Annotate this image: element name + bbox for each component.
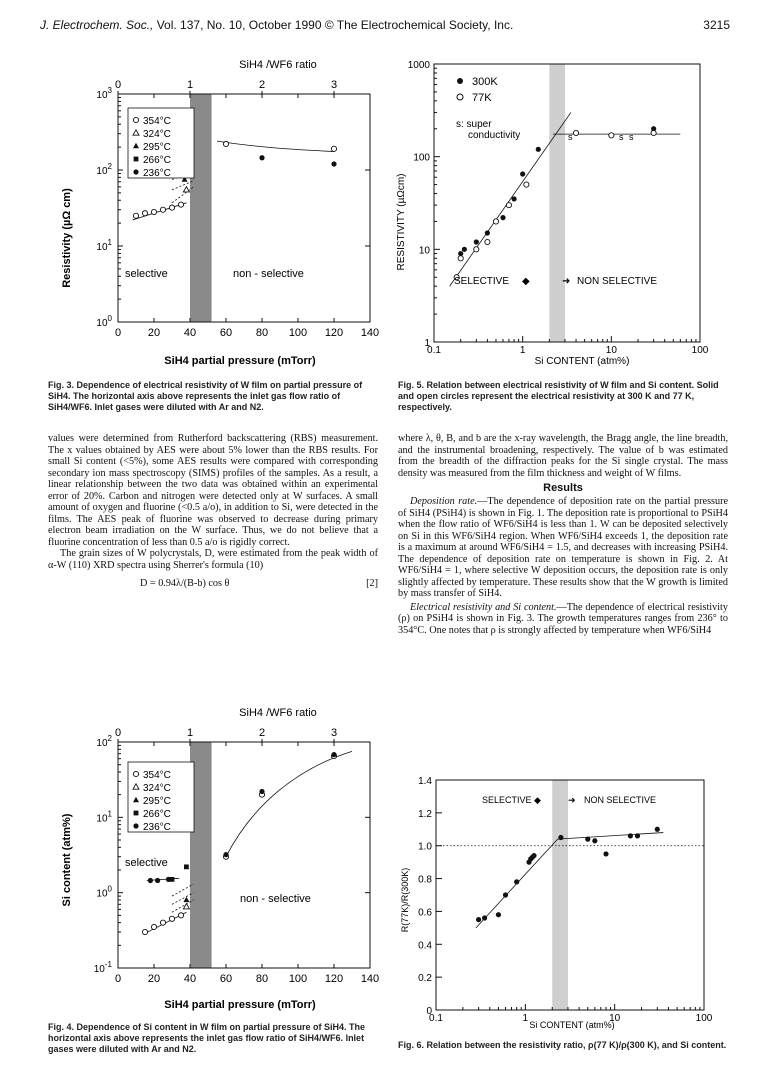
fig6-caption: Fig. 6. Relation between the resistivity ratio, ρ(77 K)/ρ(300 K), and Si content. xyxy=(398,1040,727,1050)
f4-top-tick-label: 1 xyxy=(186,727,194,739)
fig6-x-axis-label: Si CONTENT (atm%) xyxy=(529,1020,615,1030)
f5-point xyxy=(485,230,490,235)
figure-6-chart xyxy=(392,770,732,1035)
deposition-rate-text: —The dependence of deposition rate on the partial pressure of SiH4 (PSiH4) is shown in Fig. 1. The deposition rate is proportional to PSiH4 when the flow ratio of WF6/SiH4 is less than 1. W can be deposited selectively on Si in this WF6/SiH4 region. When WF6/SiH4 exceeds 1, the deposition rate is a maximum at around WF6/SiH4 = 1.5, and decreases with increasing PSiH4. The dependence of deposition rate on temperature is shown in Fig. 2. At WF6/SiH4 = 1, where selective W deposition occurs, the deposition rate is only slightly affected by temperature. These results show that the W growth is limited by mass transfer of SiH4. xyxy=(398,496,729,599)
f5-point xyxy=(500,215,505,220)
figure-4-chart xyxy=(40,700,380,1018)
f6-y-tick-label: 0.4 xyxy=(418,940,432,952)
f3-y-tick-label: $10^3$ xyxy=(96,86,112,101)
fig4-fit-nonselective xyxy=(226,751,352,856)
electrical-resistivity-title: Electrical resistivity and Si content. xyxy=(410,601,557,613)
f3-legend-label: 295°C xyxy=(143,142,171,153)
f4-point xyxy=(142,929,147,934)
f3-point xyxy=(331,161,336,166)
f3-point xyxy=(331,146,336,151)
f3-top-tick-label: 0 xyxy=(114,79,122,91)
f5-point xyxy=(524,182,529,187)
f3-point xyxy=(178,202,183,207)
f4-legend-marker xyxy=(134,811,139,816)
f5-y-tick-label: 1000 xyxy=(407,60,430,71)
f4-top-tick-label: 2 xyxy=(258,727,266,739)
fig5-arrow-left: ◆ xyxy=(522,276,530,287)
f3-top-tick-label: 2 xyxy=(258,79,266,91)
f4-x-tick-label: 140 xyxy=(360,973,380,985)
fig5-note-line1: s: super xyxy=(456,119,492,130)
f5-point xyxy=(511,196,516,201)
f4-y-tick-label: $10^2$ xyxy=(96,734,112,749)
f6-point xyxy=(531,853,536,858)
f6-point xyxy=(585,837,590,842)
f4-point xyxy=(184,864,189,869)
fig5-shaded-transition-band xyxy=(549,64,565,342)
f6-point xyxy=(482,915,487,920)
f6-y-tick-label: 0.2 xyxy=(418,973,432,985)
f6-point xyxy=(592,838,597,843)
f5-y-tick-label: 1 xyxy=(424,338,430,349)
left-paragraph-1: values were determined from Rutherford backscattering (RBS) measurement. The x values obtained by AES were about 5% lower than the RBS results. For small Si content (<5%), some AES results were compared with corresponding secondary ion mass spectroscopy (SIMS) profiles of the samples. As a result, a linear relationship between the two data was obtained within an experimental error of 20%. Carbon and nitrogen were detected only at W surfaces. A small amount of oxygen and fluorine (<0.5 a/o), in addition to Si, were detected in the films. The AES peak of fluorine was observed to decrease during primary electron beam irradiation on the W surface. Thus, we do not believe that a fluorine concentration of less than 0.5 a/o is rigidly correct. xyxy=(48,433,378,548)
equation-2 xyxy=(48,577,378,591)
f4-point xyxy=(151,924,156,929)
f5-x-tick-label: 100 xyxy=(691,345,709,356)
f3-legend-marker xyxy=(133,117,138,122)
f6-x-tick-label: 0.1 xyxy=(429,1013,443,1024)
fig6-region-selective: SELECTIVE xyxy=(482,795,532,805)
f6-y-tick-label: 0.6 xyxy=(418,907,432,919)
f3-y-tick-label: $10^1$ xyxy=(96,238,112,253)
f3-x-tick-label: 0 xyxy=(114,327,122,339)
f6-point xyxy=(628,833,633,838)
f5-point xyxy=(493,219,498,224)
f4-point xyxy=(223,852,228,857)
f6-y-tick-label: 1.0 xyxy=(418,841,432,853)
f4-x-tick-label: 60 xyxy=(219,973,233,985)
running-header xyxy=(40,18,730,34)
f6-y-tick-label: 1.2 xyxy=(418,808,432,820)
f5-y-tick-label: 100 xyxy=(413,152,430,164)
f3-y-tick-label: $10^2$ xyxy=(96,162,112,177)
fig6-arrow-right: ➜ xyxy=(568,795,576,805)
fig3-region-selective: selective xyxy=(125,268,168,280)
fig5-y-axis-label: RESISTIVITY (µΩcm) xyxy=(396,173,407,271)
f4-top-tick-label: 0 xyxy=(114,727,122,739)
f6-point xyxy=(635,833,640,838)
f4-point xyxy=(183,904,189,909)
fig3-caption: Fig. 3. Dependence of electrical resistivity of W film on partial pressure of SiH4. The horizontal axis above represents the inlet gas flow ratio of SiH4/WF6. Inlet gases were diluted with Ar and N2. xyxy=(48,380,363,412)
f4-point xyxy=(183,897,189,902)
electrical-resistivity-paragraph xyxy=(398,602,728,637)
f5-point xyxy=(474,239,479,244)
f4-point xyxy=(148,878,153,883)
fig5-legend-77k: 77K xyxy=(472,92,492,104)
f5-point xyxy=(485,239,490,244)
figure-5-chart xyxy=(392,52,732,372)
f4-x-tick-label: 0 xyxy=(114,973,122,985)
f3-point xyxy=(169,205,174,210)
fig5-arrow-right: ➜ xyxy=(562,276,571,287)
fig6-plot-frame xyxy=(436,780,704,1010)
fig6-y-axis-label: R(77K)/R(300K) xyxy=(400,867,410,933)
fig5-s-mark-1: s xyxy=(568,132,573,142)
fig5-s-mark-2: s xyxy=(619,132,624,142)
f3-legend-marker xyxy=(133,169,138,174)
f4-x-tick-label: 100 xyxy=(288,973,308,985)
fig5-region-nonselective: NON SELECTIVE xyxy=(577,276,658,287)
figure-3-chart xyxy=(40,52,380,372)
f3-x-tick-label: 100 xyxy=(288,327,308,339)
page-number: 3215 xyxy=(703,18,730,32)
fig5-s-mark-3: s xyxy=(629,132,634,142)
fig3-fit-nonselective xyxy=(217,141,334,151)
f4-y-tick-label: $10^0$ xyxy=(96,884,112,900)
f3-legend-label: 266°C xyxy=(143,155,171,166)
f5-point xyxy=(573,130,578,135)
f3-x-tick-label: 120 xyxy=(324,327,344,339)
f4-point xyxy=(169,916,174,921)
fig5-plot-frame xyxy=(434,64,700,342)
electrical-resistivity-text: —The dependence of electrical resistivity (ρ) on PSiH4 is shown in Fig. 3. The growth temperatures ranges from 236° to 354°C. One notes that ρ is strongly affected by temperature when WF6/SiH4 xyxy=(398,601,728,636)
f6-y-tick-label: 1.4 xyxy=(418,776,432,787)
f4-legend-label: 266°C xyxy=(143,809,171,820)
f3-legend-marker xyxy=(134,157,139,162)
right-paragraph-1: where λ, θ, B, and b are the x-ray wavelength, the Bragg angle, the line breadth, and the instrumental broadening, respectively. The value of b was estimated from the breadth of the diffraction peaks for the Si single crystal. The mass density was measured from the film thickness and weight of W films. xyxy=(398,433,728,479)
fig5-legend-77k-marker xyxy=(457,94,463,100)
f6-x-tick-label: 1 xyxy=(522,1013,529,1024)
f6-y-tick-label: 0 xyxy=(426,1006,432,1017)
f4-point xyxy=(331,752,336,757)
f4-top-tick-label: 3 xyxy=(330,727,338,739)
f5-x-tick-label: 0.1 xyxy=(427,345,441,356)
f4-legend-label: 324°C xyxy=(143,783,171,794)
right-column-text xyxy=(398,433,728,636)
fig3-y-axis-label: Resistivity (µΩ cm) xyxy=(61,188,73,288)
fig4-top-title: SiH4 /WF6 ratio xyxy=(239,707,317,719)
f3-point xyxy=(160,207,165,212)
f4-x-tick-label: 20 xyxy=(147,973,161,985)
fig5-region-selective: SELECTIVE xyxy=(454,276,510,287)
f5-x-tick-label: 10 xyxy=(605,345,617,356)
f3-legend-label: 354°C xyxy=(143,116,171,127)
fig5-legend-300k-marker xyxy=(457,78,463,84)
f5-x-tick-label: 1 xyxy=(519,345,526,356)
f6-y-tick-label: 0.8 xyxy=(418,874,432,886)
fig5-caption: Fig. 5. Relation between electrical resistivity of W film and Si content. Solid and open circles represent the electrical resistivity at 300 K and 77 K, respectively. xyxy=(398,380,719,412)
f5-point xyxy=(609,133,614,138)
fig4-caption: Fig. 4. Dependence of Si content in W film on partial pressure of SiH4. The horizontal axis above represents the inlet gas flow ratio of SiH4/WF6. Inlet gases were diluted with Ar and N2. xyxy=(48,1022,366,1054)
f4-point xyxy=(178,913,183,918)
left-paragraph-2: The grain sizes of W polycrystals, D, were estimated from the peak width of α-W (110) XRD spectra using Sherrer's formula (10) xyxy=(48,548,378,571)
f3-top-tick-label: 1 xyxy=(186,79,194,91)
fig4-y-axis-label: Si content (atm%) xyxy=(61,813,73,907)
equation-body: D = 0.94λ/(B-b) cos θ xyxy=(140,578,230,589)
f3-point xyxy=(133,213,138,218)
f4-point xyxy=(155,878,160,883)
f4-legend-marker xyxy=(133,771,138,776)
f3-point xyxy=(223,141,228,146)
f3-x-tick-label: 80 xyxy=(255,327,269,339)
f3-point xyxy=(151,209,156,214)
f5-point xyxy=(462,247,467,252)
f6-point xyxy=(558,835,563,840)
f3-y-tick-label: $10^0$ xyxy=(96,314,112,329)
fig5-legend-300k: 300K xyxy=(472,76,498,88)
f3-legend-label: 324°C xyxy=(143,129,171,140)
f5-point xyxy=(506,203,511,208)
f4-y-tick-label: $10^{-1}$ xyxy=(93,960,112,975)
f4-y-tick-label: $10^1$ xyxy=(96,809,112,825)
fig6-plateau-line xyxy=(558,833,664,840)
fig6-arrow-left: ◆ xyxy=(534,795,541,805)
fig4-region-selective: selective xyxy=(125,857,168,869)
f4-x-tick-label: 80 xyxy=(255,973,269,985)
f6-point xyxy=(476,917,481,922)
f4-legend-label: 236°C xyxy=(143,822,171,833)
fig6-shaded-transition-band xyxy=(552,780,568,1010)
f4-point xyxy=(259,789,264,794)
equation-number: [2] xyxy=(366,578,378,589)
results-heading: Results xyxy=(543,482,583,494)
f6-x-tick-label: 100 xyxy=(695,1013,713,1024)
f3-top-tick-label: 3 xyxy=(330,79,338,91)
f5-point xyxy=(536,147,541,152)
f6-point xyxy=(655,827,660,832)
f3-x-tick-label: 20 xyxy=(147,327,161,339)
f3-point xyxy=(259,155,264,160)
fig3-region-nonselective: non - selective xyxy=(233,268,304,280)
fig5-x-axis-label: Si CONTENT (atm%) xyxy=(534,356,630,367)
f6-point xyxy=(603,851,608,856)
fig3-x-axis-label: SiH4 partial pressure (mTorr) xyxy=(164,355,316,367)
f4-point xyxy=(166,877,171,882)
fig4-x-axis-label: SiH4 partial pressure (mTorr) xyxy=(164,999,316,1011)
f6-point xyxy=(514,879,519,884)
f5-y-tick-label: 10 xyxy=(418,245,430,257)
f4-point xyxy=(160,920,165,925)
f5-point xyxy=(651,130,656,135)
f5-point xyxy=(474,247,479,252)
deposition-rate-title: Deposition rate. xyxy=(410,496,478,507)
f4-legend-marker xyxy=(133,823,138,828)
left-column-text xyxy=(48,433,378,591)
deposition-rate-paragraph xyxy=(398,496,728,600)
f4-x-tick-label: 120 xyxy=(324,973,344,985)
f5-point xyxy=(458,256,463,261)
f5-point xyxy=(520,171,525,176)
f3-x-tick-label: 40 xyxy=(183,327,197,339)
fig3-top-title: SiH4 /WF6 ratio xyxy=(239,59,317,71)
f4-x-tick-label: 40 xyxy=(183,973,197,985)
f3-legend-label: 236°C xyxy=(143,168,171,179)
f4-legend-label: 295°C xyxy=(143,796,171,807)
fig4-region-nonselective: non - selective xyxy=(240,893,311,905)
journal-citation: J. Electrochem. Soc., Vol. 137, No. 10, October 1990 © The Electrochemical Society, Inc. xyxy=(40,18,514,32)
f6-point xyxy=(503,892,508,897)
f4-legend-label: 354°C xyxy=(143,770,171,781)
f3-point xyxy=(183,187,189,192)
f3-x-tick-label: 140 xyxy=(360,327,380,339)
f3-x-tick-label: 60 xyxy=(219,327,233,339)
f6-point xyxy=(496,912,501,917)
fig5-note-line2: conductivity xyxy=(468,130,521,141)
f6-x-tick-label: 10 xyxy=(609,1013,621,1024)
fig6-region-nonselective: NON SELECTIVE xyxy=(584,795,657,805)
f3-point xyxy=(142,211,147,216)
